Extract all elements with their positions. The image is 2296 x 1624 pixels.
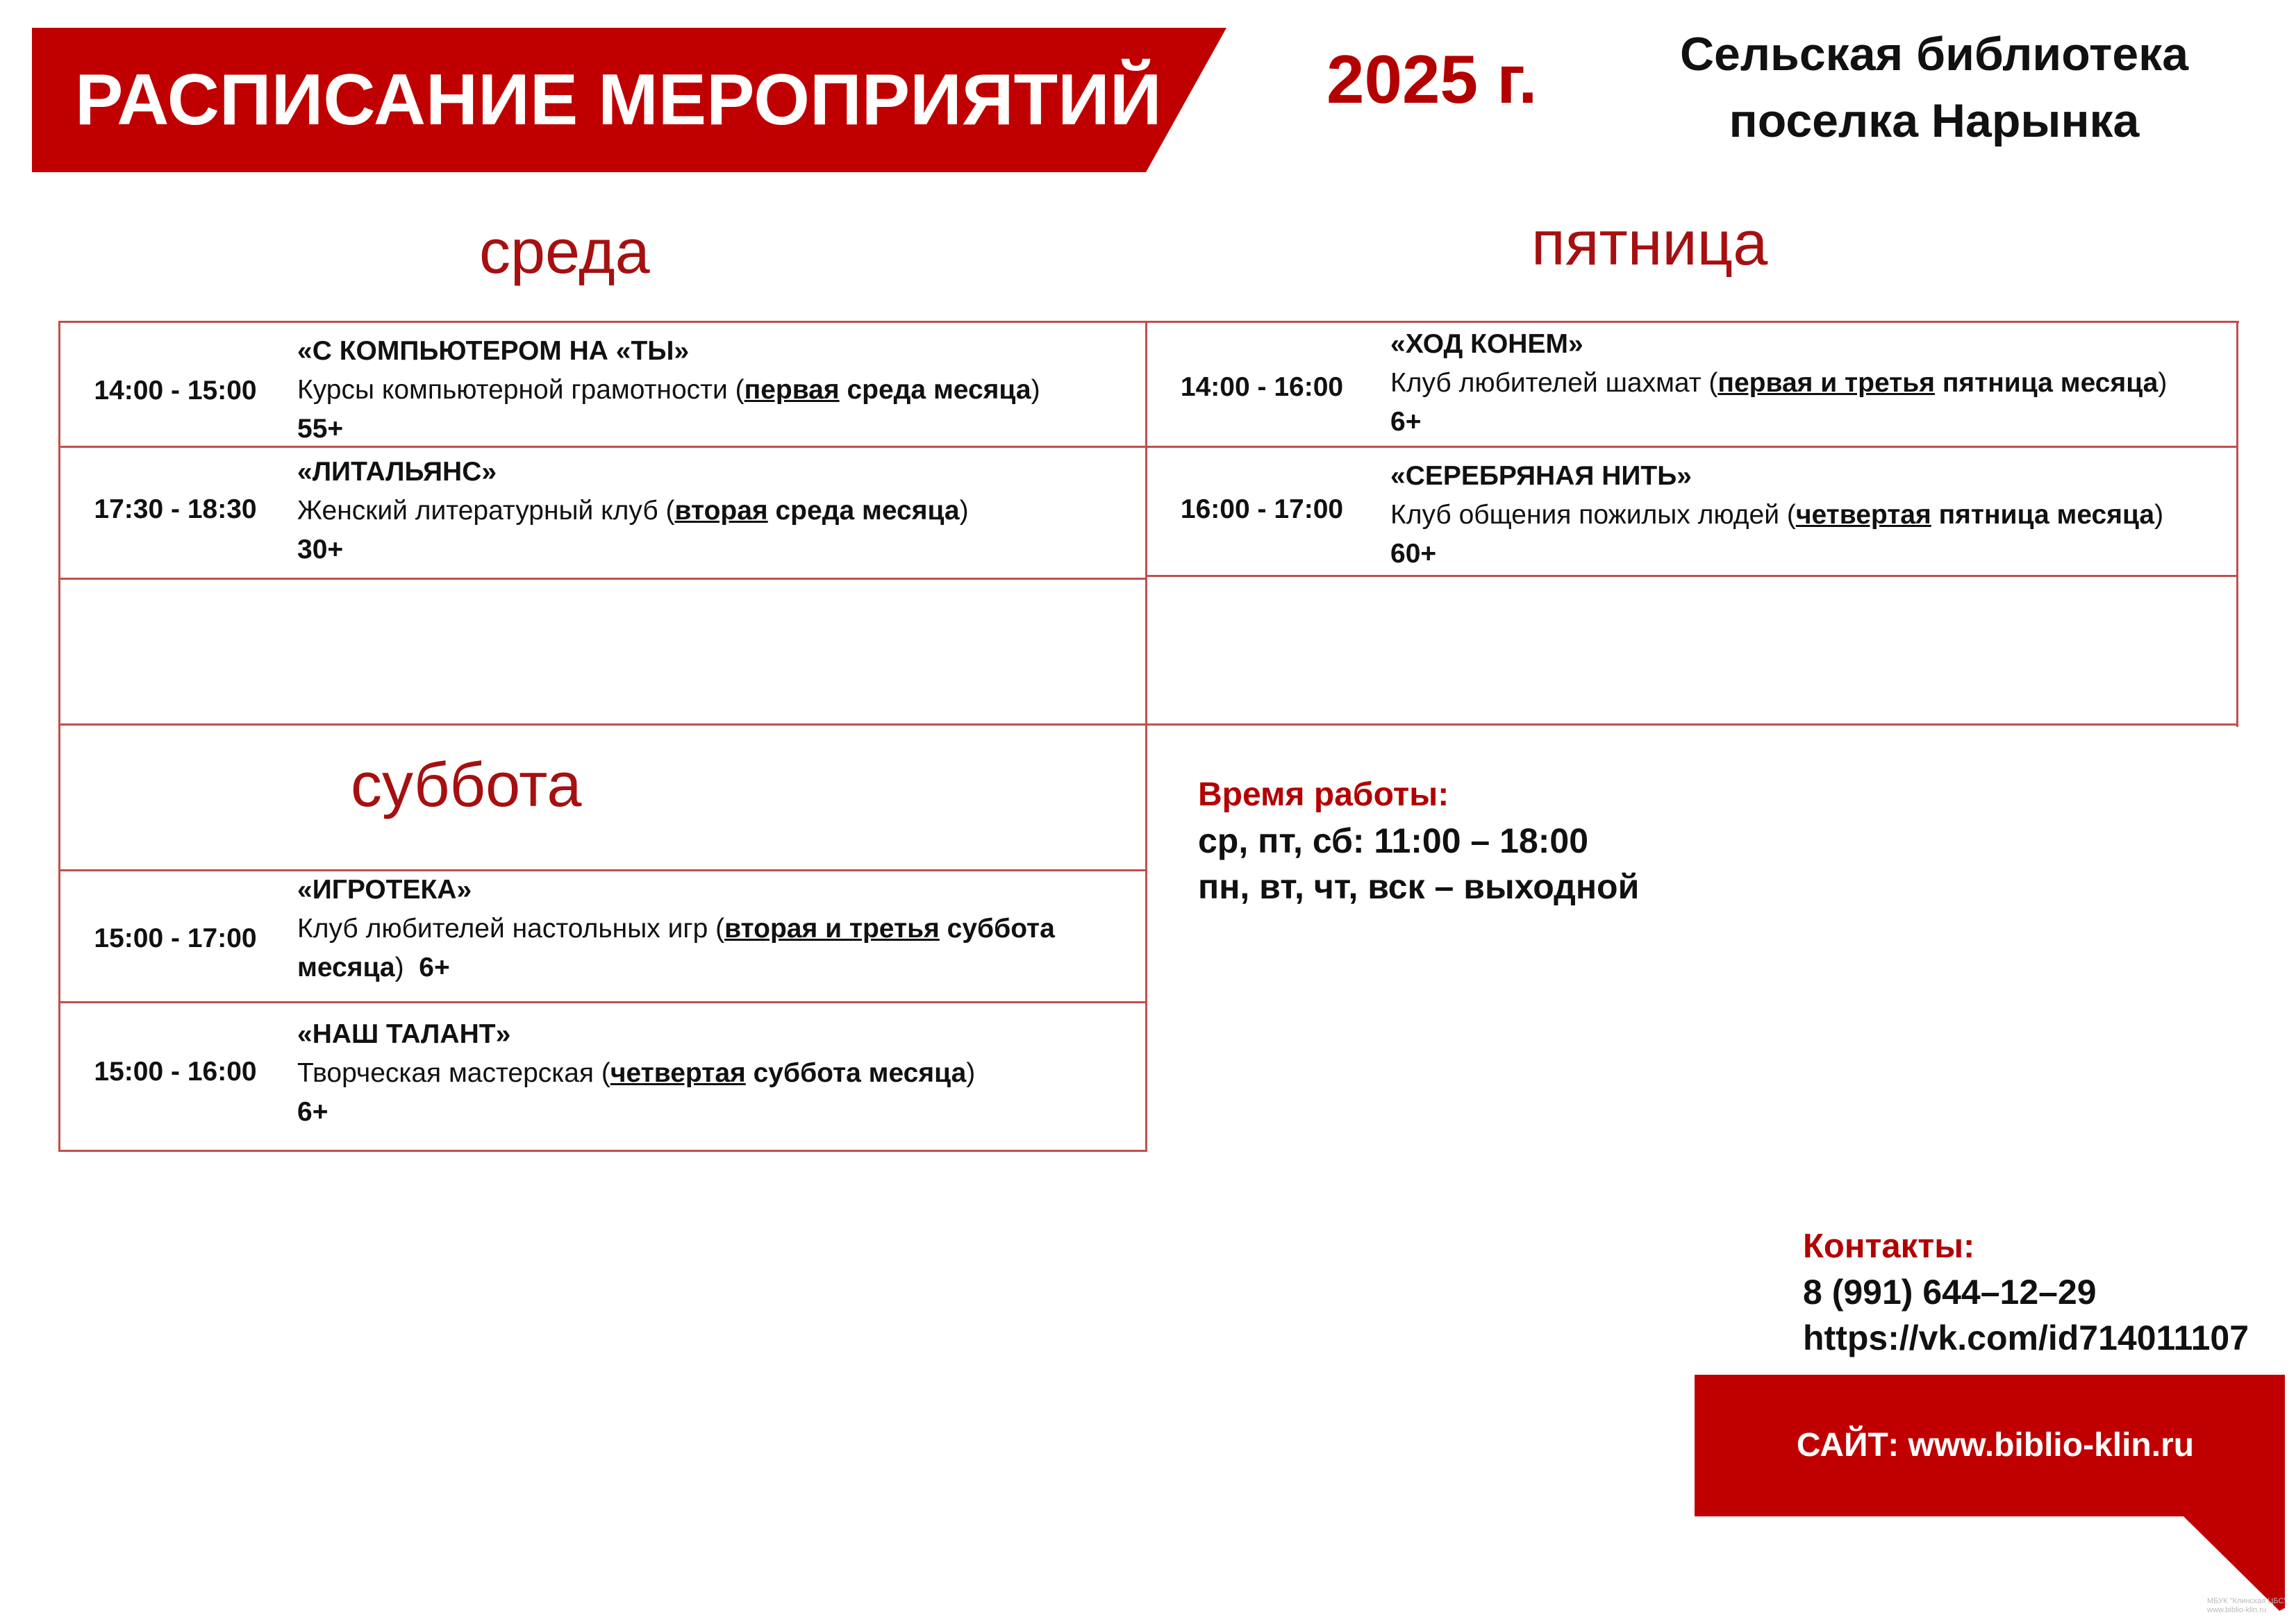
event-description	[1390, 364, 2231, 403]
contact-phone: 8 (991) 644–12–29	[1803, 1273, 2097, 1312]
event-time: 16:00 - 17:00	[1180, 494, 1344, 524]
event-title: «ИГРОТЕКА»	[297, 875, 472, 905]
event-schedule-week: четвертая	[610, 1058, 746, 1088]
event-info	[297, 453, 1131, 569]
event-desc-close: )	[966, 1058, 976, 1088]
working-hours-title: Время работы:	[1198, 776, 1449, 813]
working-hours-closed-days: пн, вт, чт, вск – выходной	[1198, 867, 1640, 906]
event-desc-text: Клуб любителей шахмат (	[1390, 368, 1718, 398]
event-time: 15:00 - 17:00	[94, 923, 257, 953]
event-time: 17:30 - 18:30	[94, 494, 257, 524]
event-schedule-week: четвертая	[1795, 500, 1931, 530]
grid-line	[1147, 446, 2236, 448]
event-title: «ХОД КОНЕМ»	[1390, 329, 1583, 359]
event-desc-close: )	[2154, 500, 2164, 530]
event-desc-text: Клуб любителей настольных игр (	[297, 914, 725, 944]
event-schedule-week: первая и третья	[1717, 368, 1935, 398]
grid-line	[58, 578, 1147, 580]
event-description	[297, 492, 1131, 530]
library-name	[1597, 21, 2271, 154]
year-label: 2025 г.	[1326, 41, 1538, 117]
event-schedule-day: среда месяца	[839, 375, 1031, 405]
event-schedule-day: среда месяца	[767, 496, 960, 526]
event-time: 14:00 - 15:00	[94, 376, 257, 405]
event-title: «СЕРЕБРЯНАЯ НИТЬ»	[1390, 461, 1692, 491]
event-age: 6+	[297, 1097, 328, 1127]
day-heading-saturday: суббота	[351, 751, 582, 820]
event-info	[297, 332, 1131, 449]
event-age: 30+	[297, 535, 344, 564]
event-title: «ЛИТАЛЬЯНС»	[297, 457, 497, 487]
event-time: 15:00 - 16:00	[94, 1057, 257, 1087]
grid-line	[58, 723, 1147, 726]
event-desc-text: Женский литературный клуб (	[297, 496, 675, 526]
event-info	[297, 871, 1138, 987]
day-heading-friday: пятница	[1531, 209, 1768, 278]
event-desc-text: Курсы компьютерной грамотности (	[297, 375, 744, 405]
title-banner	[32, 28, 1226, 172]
event-desc-text: Клуб общения пожилых людей (	[1390, 500, 1796, 530]
working-hours-open-days: ср, пт, сб: 11:00 – 18:00	[1198, 821, 1589, 860]
footnote-line1: МБУК "Клинская ЦБС"	[2207, 1597, 2287, 1605]
event-schedule-week: первая	[744, 375, 840, 405]
grid-line	[1147, 575, 2236, 577]
event-description	[297, 910, 1138, 948]
grid-line	[1147, 723, 2236, 726]
event-age: 55+	[297, 414, 344, 444]
event-title: «НАШ ТАЛАНТ»	[297, 1019, 511, 1049]
grid-line	[58, 321, 1147, 323]
event-title: «С КОМПЬЮТЕРОМ НА «ТЫ»	[297, 336, 690, 366]
contacts	[1803, 1223, 2249, 1361]
event-time: 14:00 - 16:00	[1180, 372, 1344, 402]
event-schedule-month: месяца	[297, 953, 395, 982]
event-desc-close: )	[959, 496, 969, 526]
footnote	[2207, 1597, 2286, 1615]
footnote-line2: www.biblio-klin.ru	[2207, 1606, 2266, 1614]
event-desc-close: )	[394, 953, 404, 982]
grid-line	[1147, 321, 2239, 323]
grid-line	[58, 321, 60, 1152]
event-description	[1390, 496, 2231, 535]
event-description-cont	[297, 948, 1138, 987]
event-info	[1390, 325, 2231, 442]
contact-vk-link[interactable]: https://vk.com/id714011107	[1803, 1319, 2249, 1357]
event-description	[297, 1054, 1138, 1093]
event-age: 60+	[1390, 539, 1437, 569]
event-schedule-day: пятница месяца	[1934, 368, 2158, 398]
event-age: 6+	[1390, 407, 1422, 437]
event-desc-text: Творческая мастерская (	[297, 1058, 610, 1088]
grid-line	[58, 1150, 1147, 1152]
event-schedule-week: вторая и третья	[724, 914, 940, 944]
event-schedule-day: суббота месяца	[745, 1058, 967, 1088]
event-age: 6+	[419, 953, 450, 982]
site-banner	[1695, 1375, 2296, 1624]
library-name-line2: поселка Нарынка	[1729, 94, 2140, 147]
working-hours	[1198, 772, 1639, 910]
page-title: РАСПИСАНИЕ МЕРОПРИЯТИЙ	[75, 60, 1162, 140]
grid-line	[2236, 321, 2238, 727]
event-description	[297, 371, 1131, 410]
contacts-title: Контакты:	[1803, 1228, 1975, 1265]
event-schedule-week: вторая	[674, 496, 768, 526]
library-name-line1: Сельская библиотека	[1679, 28, 2189, 81]
site-link[interactable]: САЙТ: www.biblio-klin.ru	[1796, 1427, 2195, 1464]
day-heading-wednesday: среда	[479, 217, 650, 287]
event-schedule-day: суббота	[939, 914, 1055, 944]
event-info	[1390, 457, 2231, 574]
event-info	[297, 1015, 1138, 1132]
grid-line	[58, 1001, 1147, 1003]
event-desc-close: )	[2158, 368, 2168, 398]
event-schedule-day: пятница месяца	[1931, 500, 2155, 530]
event-desc-close: )	[1031, 375, 1040, 405]
